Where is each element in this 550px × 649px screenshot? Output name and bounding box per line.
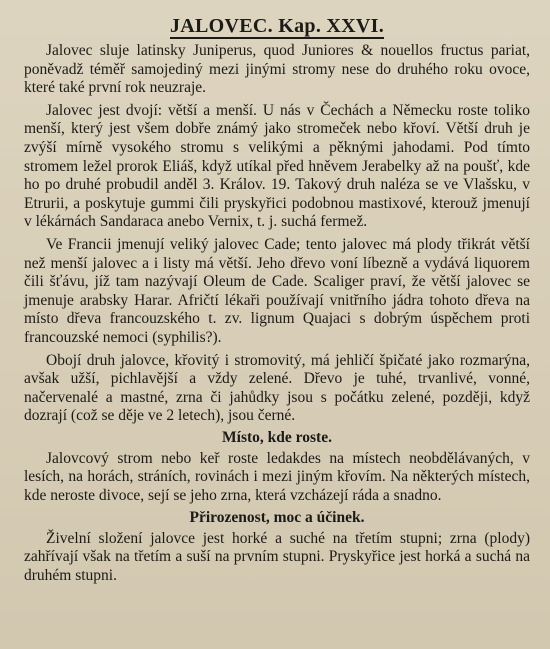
section-heading-location: Místo, kde roste. (222, 428, 332, 446)
paragraph-4: Obojí druh jalovce, křovitý i stromovitý, má jehličí špičaté jako rozmarýna, avšak užší, pichlavější a vždy zelené. Dřevo je tuhé, trvanlivé, vonné, načervenalé a mastné, zrna či jahůdky jsou s počátku zelené, později, když dozrají (což se děje ve 2 letech), jsou černé. (24, 351, 530, 425)
paragraph-location: Jalovcový strom nebo keř roste ledakdes na místech neobdělávaných, v lesích, na horách, stráních, rovinách i mezi jiným křovím. Na některých místech, kde neroste divoce, sejí se jeho zrna, která vzcházejí ráda a snadno. (24, 449, 530, 505)
paragraph-3: Ve Francii jmenují veliký jalovec Cade; tento jalovec má plody třikrát větší než menší jalovec a i listy má větší. Jeho dřevo voní líbezně a vydává liquorem čili šťávu, jíž tam nazývají Oleum de Cade. Scaliger praví, že větší jalovec se jmenuje arabsky Harar. Afričtí lékaři používají vnitřního jádra tohoto dřeva na místo dřeva francouzského t. zv. lignum Quajaci s dobrým úspěchem proti francouzské nemoci (syphilis?). (24, 235, 530, 346)
chapter-title-text: JALOVEC. Kap. XXVI. (169, 15, 385, 37)
section-heading-nature: Přirozenost, moc a účinek. (189, 508, 365, 526)
paragraph-nature: Živelní složení jalovce jest horké a suché na třetím stupni; zrna (plody) zahřívají však na třetím a suší na prvním stupni. Pryskyřice jest horká a suchá na druhém stupni. (24, 529, 530, 584)
chapter-title (24, 14, 530, 38)
paragraph-1: Jalovec sluje latinsky Juniperus, quod Juniores & nouellos fructus pariat, poněvadž téměř samojediný mezi jinými stromy nese do druhého roku ovoce, které také první rok neuzraje. (24, 42, 530, 97)
paragraph-2: Jalovec jest dvojí: větší a menší. U nás v Čechách a Německu roste toliko menší, který jest všem dobře známý jako stromeček nebo křoví. Větší druh je zvýší mírně vysokého stromu s velikými a pěknými jahodami. Pod tímto stromem ležel prorok Eliáš, když utíkal před hněvem Jerabelky až na poušť, kde ho po druhé probudil anděl 3. Králov. 19. Takový druh naléza se ve Vlašsku, v Etrurii, a poskytuje gummi čili pryskyřici podobnou mastixové, kterouž jmenují v lékárnách Sandaraca anebo Vernix, t. j. suchá fermež. (24, 101, 530, 231)
